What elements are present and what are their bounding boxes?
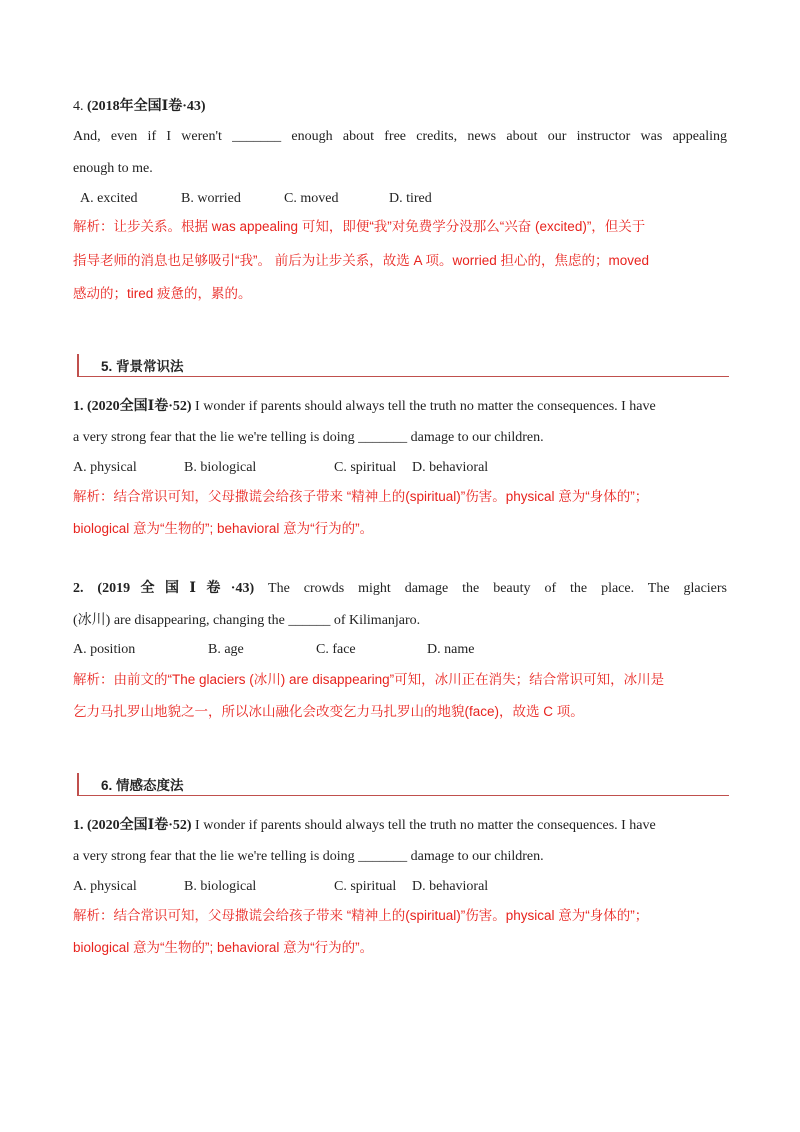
q4-analysis-line2: 指导老师的消息也足够吸引“我”。 前后为让步关系，故选 A 项。worried 担心的，焦虑的；moved [73, 253, 650, 268]
s5q1-option-d: D. behavioral [412, 460, 489, 475]
s5q1-analysis-line2: biological 意为“生物的”; behavioral 意为“行为的”。 [73, 521, 374, 536]
q4-option-a: A. excited [80, 191, 138, 206]
q4-heading [73, 98, 206, 116]
s5q1-stem-line1 [73, 398, 656, 416]
s5q1-option-a: A. physical [73, 460, 137, 475]
s5q2-stem-line1 [73, 580, 727, 598]
s6q1-option-c: C. spiritual [334, 879, 397, 894]
s6q1-analysis-line2: biological 意为“生物的”; behavioral 意为“行为的”。 [73, 940, 374, 955]
q4-option-b: B. worried [181, 191, 241, 206]
s5q2-option-a: A. position [73, 642, 136, 657]
s5q2-number: 2. (2019全国Ⅰ卷·43) [73, 581, 255, 596]
q4-analysis-line1: 解析：让步关系。根据 was appealing 可知，即便“我”对免费学分没那么“兴奋 (excited)”，但关于 [73, 219, 646, 234]
s5q2-options [73, 641, 474, 659]
s5q1-analysis-line1: 解析：结合常识可知，父母撒谎会给孩子带来 “精神上的(spiritual)”伤害。physical 意为“身体的”； [73, 489, 649, 504]
s6q1-option-b: B. biological [184, 879, 257, 894]
s5q2-stem-text: The crowds might damage the beauty of the place. The glaciers [254, 581, 727, 596]
s6q1-analysis-line1: 解析：结合常识可知，父母撒谎会给孩子带来 “精神上的(spiritual)”伤害。physical 意为“身体的”； [73, 908, 649, 923]
q4-stem-line1: And, even if I weren't _______ enough about free credits, news about our instructor was appealing [73, 129, 727, 144]
s5q1-stem-line2: a very strong fear that the lie we're telling is doing _______ damage to our children. [73, 430, 544, 445]
section-heading-6 [77, 773, 729, 796]
s6q1-number: 1. (2020全国Ⅰ卷·52) [73, 818, 192, 833]
s6q1-stem-line1 [73, 817, 656, 835]
s6q1-stem-text: I wonder if parents should always tell the truth no matter the consequences. I have [191, 818, 656, 833]
s5q1-options [73, 459, 488, 477]
s5q1-number: 1. (2020全国Ⅰ卷·52) [73, 399, 192, 414]
s5q2-analysis-line2: 乞力马扎罗山地貌之一，所以冰山融化会改变乞力马扎罗山的地貌(face)，故选 C 项。 [73, 704, 584, 719]
q4-number: 4. [73, 99, 84, 114]
s6q1-stem-line2: a very strong fear that the lie we're telling is doing _______ damage to our children. [73, 849, 544, 864]
s6q1-option-a: A. physical [73, 879, 137, 894]
s6q1-option-d: D. behavioral [412, 879, 489, 894]
q4-source: (2018年全国Ⅰ卷·43) [87, 99, 206, 114]
s5q2-option-b: B. age [208, 642, 244, 657]
s5q2-option-d: D. name [427, 642, 475, 657]
q4-option-d: D. tired [389, 191, 432, 206]
s6q1-options [73, 878, 488, 896]
s5q1-stem-text: I wonder if parents should always tell the truth no matter the consequences. I have [191, 399, 656, 414]
q4-stem-line2: enough to me. [73, 161, 153, 176]
s5q2-analysis-line1: 解析：由前文的“The glaciers (冰川) are disappearing”可知，冰川正在消失；结合常识可知，冰川是 [73, 672, 665, 687]
q4-analysis-line3: 感动的；tired 疲惫的，累的。 [73, 286, 252, 301]
section-6-label: 6. 情感态度法 [101, 778, 184, 793]
q4-option-c: C. moved [284, 191, 339, 206]
s5q1-option-c: C. spiritual [334, 460, 397, 475]
section-heading-5 [77, 354, 729, 377]
s5q2-stem-line2: (冰川) are disappearing, changing the ______ of Kilimanjaro. [73, 613, 421, 628]
s5q1-option-b: B. biological [184, 460, 257, 475]
s5q2-option-c: C. face [316, 642, 356, 657]
q4-options [80, 190, 432, 208]
section-5-label: 5. 背景常识法 [101, 359, 184, 374]
